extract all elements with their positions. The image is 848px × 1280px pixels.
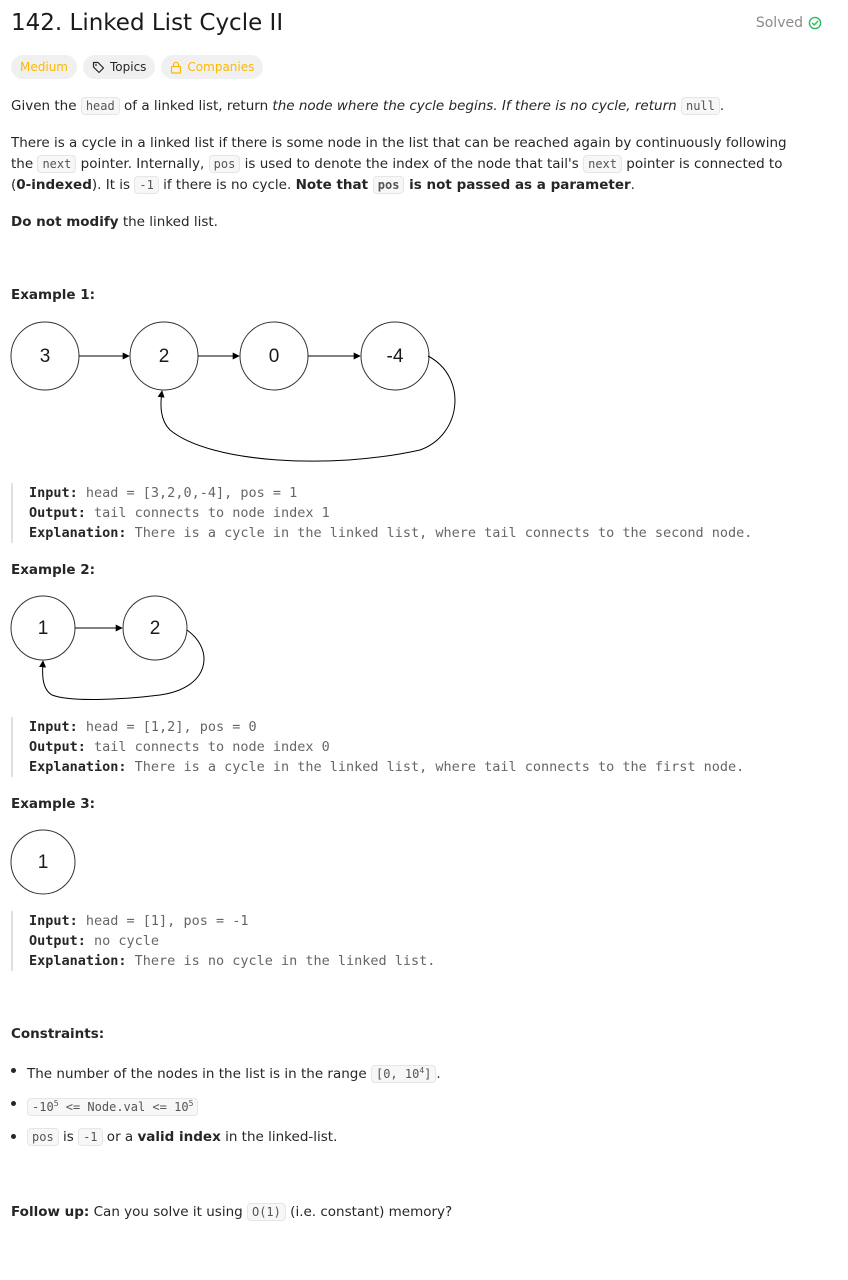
follow-up: Follow up: Can you solve it using O(1) (i.e. constant) memory? [11,1204,453,1220]
inline-code: [0, $10^4$] [371,1065,436,1083]
example-1-heading: Example 1: [11,287,96,303]
description-paragraph-2: There is a cycle in a linked list if there is some node in the list that can be reached again by continuously following the next pointer. Internally, pos is used to denote the index of the node that tail's next pointer is connected to (0-indexed). It is -1 if there is no cycle. Note that pos is not passed as a parameter. [11,135,787,193]
solved-label: Solved [755,15,803,31]
page-title: 142. Linked List Cycle II [11,10,284,36]
tag-bar [11,55,263,79]
example-3-diagram [0,826,100,901]
difficulty-badge[interactable]: Medium [11,55,77,79]
list-item: The number of the nodes in the list is in the range [0, $10^4$] . [11,1060,441,1093]
inline-code: pos [209,155,241,173]
constraints-list [11,1060,441,1159]
tag-icon [92,61,105,74]
list-item: pos is -1 or a valid index in the linked-list. [11,1126,441,1159]
list-item [11,1093,441,1126]
inline-code: next [37,155,76,173]
lock-icon [170,61,182,74]
inline-code: -1 [78,1128,102,1146]
node-value: 3 [39,346,51,367]
example-3-heading: Example 3: [11,796,96,812]
node-value: 1 [37,618,49,639]
node-value: 2 [149,618,161,639]
node-value: 2 [158,346,170,367]
example-2-diagram [0,590,240,705]
inline-code: pos [27,1128,59,1146]
example-3-io: Input: head = [1], pos = -1 Output: no cycle Explanation: There is no cycle in the linked list. [11,911,435,971]
inline-code: -1 [134,176,158,194]
topics-button[interactable] [83,55,155,79]
example-1-diagram [0,315,480,475]
example-1-io: Input: head = [3,2,0,-4], pos = 1 Output: tail connects to node index 1 Explanation: There is a cycle in the linked list, where tail connects to the second node. [11,483,752,543]
example-2-heading: Example 2: [11,562,96,578]
inline-code: head [81,97,120,115]
check-circle-icon [808,16,822,30]
node-value: -4 [386,346,404,367]
inline-code: O(1) [247,1203,286,1221]
description-paragraph-1: Given the head of a linked list, return the node where the cycle begins. If there is no cycle, return null . [11,98,725,114]
constraints-heading: Constraints: [11,1026,105,1042]
inline-code: $-10^5$ <= Node.val <= $10^5$ [27,1098,198,1116]
inline-code: pos [373,176,405,194]
companies-button[interactable] [161,55,263,79]
description-paragraph-3: Do not modify the linked list. [11,214,218,230]
node-value: 1 [37,852,49,873]
node-value: 0 [268,346,280,367]
companies-label: Companies [187,60,255,74]
solved-status [756,15,822,31]
inline-code: null [681,97,720,115]
topics-label: Topics [109,60,147,74]
example-2-io: Input: head = [1,2], pos = 0 Output: tail connects to node index 0 Explanation: There is a cycle in the linked list, where tail connects to the first node. [11,717,744,777]
inline-code: next [583,155,622,173]
